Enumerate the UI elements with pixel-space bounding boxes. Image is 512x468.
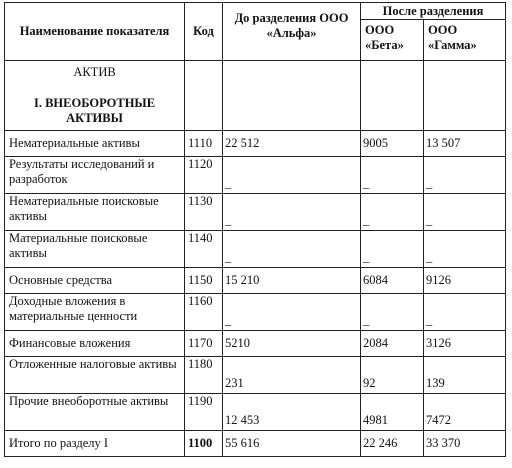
row-beta-value: 9005 bbox=[361, 131, 424, 157]
table-row bbox=[5, 431, 506, 457]
row-gamma-value: _ bbox=[424, 157, 506, 194]
row-name: Финансовые вложения bbox=[5, 331, 185, 357]
row-beta-value: 2084 bbox=[361, 331, 424, 357]
row-gamma-value: 33 370 bbox=[424, 431, 506, 457]
row-alpha-value: 231 bbox=[223, 357, 361, 394]
table-row bbox=[5, 331, 506, 357]
row-beta-value: 22 246 bbox=[361, 431, 424, 457]
row-gamma-value: _ bbox=[424, 194, 506, 231]
row-beta-value: _ bbox=[361, 294, 424, 331]
section-title: I. ВНЕОБОРОТНЫЕ АКТИВЫ bbox=[33, 96, 156, 125]
row-alpha-value: _ bbox=[223, 157, 361, 194]
header-beta: ООО «Бета» bbox=[361, 20, 424, 61]
row-beta-value: 4981 bbox=[361, 394, 424, 431]
header-before-split: До разделения ООО «Альфа» bbox=[223, 3, 361, 61]
row-beta-value: 92 bbox=[361, 357, 424, 394]
row-gamma-value: 7472 bbox=[424, 394, 506, 431]
row-code: 1110 bbox=[185, 131, 223, 157]
row-alpha-value: 55 616 bbox=[223, 431, 361, 457]
row-alpha-value: _ bbox=[223, 231, 361, 268]
row-gamma-value: 13 507 bbox=[424, 131, 506, 157]
section-row bbox=[5, 61, 506, 131]
header-code: Код bbox=[185, 3, 223, 61]
row-code: 1100 bbox=[185, 431, 223, 457]
row-name: Нематериальные поисковые активы bbox=[5, 194, 185, 231]
header-indicator: Наименование показателя bbox=[5, 3, 185, 61]
section-header bbox=[5, 61, 185, 131]
row-alpha-value: _ bbox=[223, 294, 361, 331]
table-row bbox=[5, 231, 506, 268]
row-code: 1130 bbox=[185, 194, 223, 231]
row-name: Основные средства bbox=[5, 268, 185, 294]
table-row bbox=[5, 157, 506, 194]
row-code: 1170 bbox=[185, 331, 223, 357]
header-row-1 bbox=[5, 3, 506, 20]
row-code: 1180 bbox=[185, 357, 223, 394]
table-row bbox=[5, 268, 506, 294]
header-gamma: ООО «Гамма» bbox=[424, 20, 506, 61]
row-code: 1140 bbox=[185, 231, 223, 268]
balance-table bbox=[4, 2, 506, 457]
table-row bbox=[5, 294, 506, 331]
row-gamma-value: 3126 bbox=[424, 331, 506, 357]
row-code: 1120 bbox=[185, 157, 223, 194]
table-row bbox=[5, 131, 506, 157]
section-label: АКТИВ bbox=[73, 65, 116, 79]
row-name: Материальные поисковые активы bbox=[5, 231, 185, 268]
table-row bbox=[5, 194, 506, 231]
header-after-split: После разделения bbox=[361, 3, 506, 20]
row-name: Прочие внеоборотные активы bbox=[5, 394, 185, 431]
row-alpha-value: _ bbox=[223, 194, 361, 231]
row-name: Доходные вложения в материальные ценности bbox=[5, 294, 185, 331]
row-alpha-value: 12 453 bbox=[223, 394, 361, 431]
row-alpha-value: 5210 bbox=[223, 331, 361, 357]
row-alpha-value: 22 512 bbox=[223, 131, 361, 157]
row-gamma-value: _ bbox=[424, 294, 506, 331]
row-name: Отложенные налоговые активы bbox=[5, 357, 185, 394]
row-beta-value: _ bbox=[361, 194, 424, 231]
row-gamma-value: 139 bbox=[424, 357, 506, 394]
row-gamma-value: 9126 bbox=[424, 268, 506, 294]
row-beta-value: _ bbox=[361, 157, 424, 194]
row-beta-value: _ bbox=[361, 231, 424, 268]
table-row bbox=[5, 357, 506, 394]
row-beta-value: 6084 bbox=[361, 268, 424, 294]
row-code: 1150 bbox=[185, 268, 223, 294]
row-name: Результаты исследований и разработок bbox=[5, 157, 185, 194]
table-row bbox=[5, 394, 506, 431]
row-code: 1190 bbox=[185, 394, 223, 431]
row-name: Итого по разделу I bbox=[5, 431, 185, 457]
row-name: Нематериальные активы bbox=[5, 131, 185, 157]
row-code: 1160 bbox=[185, 294, 223, 331]
row-alpha-value: 15 210 bbox=[223, 268, 361, 294]
row-gamma-value: _ bbox=[424, 231, 506, 268]
